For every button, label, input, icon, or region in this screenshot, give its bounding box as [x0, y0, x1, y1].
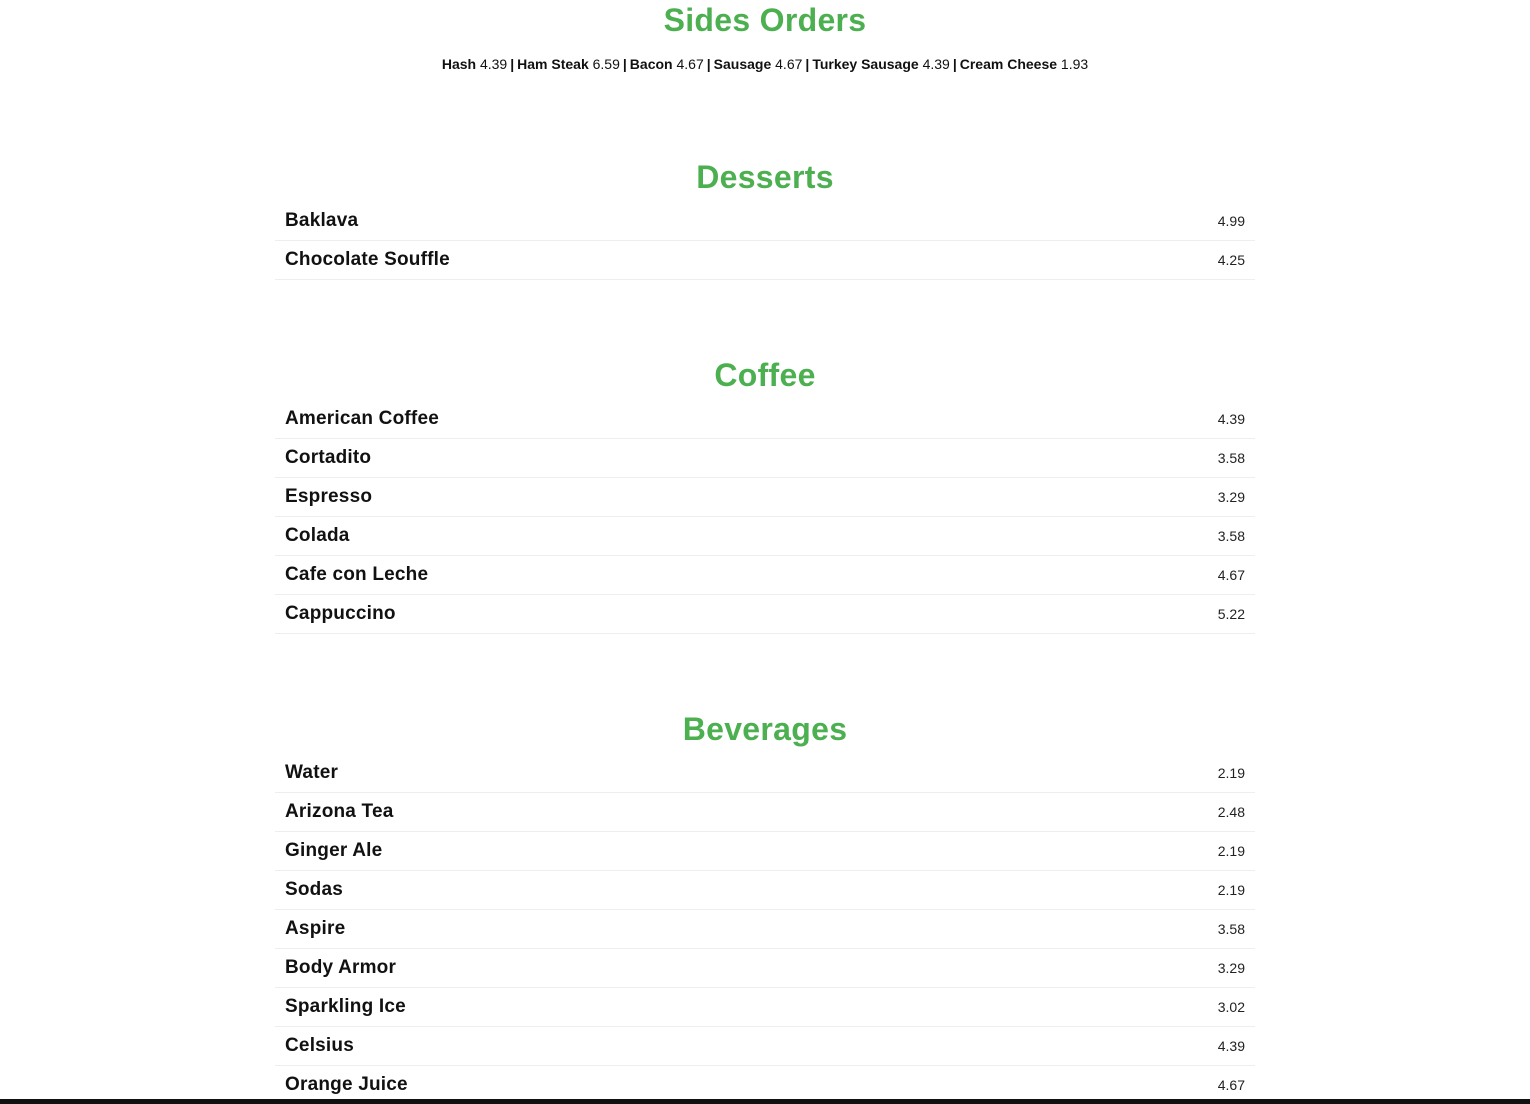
- item-price: 4.67: [1217, 1077, 1245, 1093]
- item-name: Sodas: [285, 879, 344, 900]
- side-separator: |: [805, 56, 810, 72]
- side-item: Turkey Sausage 4.39: [812, 56, 950, 72]
- side-item: Sausage 4.67: [713, 56, 803, 72]
- item-name: Cortadito: [285, 447, 372, 468]
- list-item: [275, 871, 1255, 910]
- item-name: Chocolate Souffle: [285, 249, 450, 270]
- item-name: Baklava: [285, 210, 359, 231]
- list-item: [275, 595, 1255, 634]
- side-separator: |: [706, 56, 711, 72]
- item-name: Celsius: [285, 1035, 354, 1056]
- item-name: Sparkling Ice: [285, 996, 406, 1017]
- section-title-beverages: Beverages: [682, 711, 848, 747]
- list-item: [275, 988, 1255, 1027]
- item-price: 4.67: [1217, 567, 1245, 583]
- item-name: Ginger Ale: [285, 840, 383, 861]
- list-item: [275, 793, 1255, 832]
- sides-line: [0, 53, 1530, 75]
- item-price: 5.22: [1217, 606, 1245, 622]
- item-name: Cappuccino: [285, 603, 396, 624]
- item-price: 2.48: [1217, 804, 1245, 820]
- item-price: 3.58: [1217, 921, 1245, 937]
- beverages-list: [275, 754, 1255, 1104]
- list-item: [275, 910, 1255, 949]
- item-name: Cafe con Leche: [285, 564, 429, 585]
- item-price: 3.29: [1217, 960, 1245, 976]
- item-price: 2.19: [1217, 843, 1245, 859]
- item-name: Body Armor: [285, 957, 397, 978]
- side-item: Hash 4.39: [441, 56, 508, 72]
- list-item: [275, 1027, 1255, 1066]
- item-price: 4.39: [1217, 411, 1245, 427]
- list-item: [275, 202, 1255, 241]
- side-item: Ham Steak 6.59: [517, 56, 620, 72]
- list-item: [275, 517, 1255, 556]
- item-name: Espresso: [285, 486, 373, 507]
- side-item: Bacon 4.67: [629, 56, 704, 72]
- section-title-desserts: Desserts: [696, 159, 834, 195]
- list-item: [275, 832, 1255, 871]
- desserts-list: [275, 202, 1255, 280]
- item-name: Water: [285, 762, 339, 783]
- item-name: Orange Juice: [285, 1074, 408, 1095]
- list-item: [275, 949, 1255, 988]
- list-item: [275, 241, 1255, 280]
- list-item: [275, 478, 1255, 517]
- list-item: [275, 439, 1255, 478]
- item-price: 3.02: [1217, 999, 1245, 1015]
- section-title-coffee: Coffee: [714, 357, 816, 393]
- item-name: Colada: [285, 525, 350, 546]
- coffee-list: [275, 400, 1255, 634]
- list-item: [275, 400, 1255, 439]
- item-price: 4.25: [1217, 252, 1245, 268]
- item-price: 2.19: [1217, 765, 1245, 781]
- item-price: 4.99: [1217, 213, 1245, 229]
- bottom-bar: [0, 1099, 1530, 1104]
- item-name: Aspire: [285, 918, 346, 939]
- side-separator: |: [510, 56, 515, 72]
- item-price: 4.39: [1217, 1038, 1245, 1054]
- item-price: 3.58: [1217, 528, 1245, 544]
- side-item: Cream Cheese 1.93: [959, 56, 1089, 72]
- list-item: [275, 556, 1255, 595]
- side-separator: |: [952, 56, 957, 72]
- item-price: 3.29: [1217, 489, 1245, 505]
- list-item: [275, 754, 1255, 793]
- item-price: 2.19: [1217, 882, 1245, 898]
- item-name: Arizona Tea: [285, 801, 394, 822]
- section-title-sides: Sides Orders: [663, 2, 867, 38]
- item-price: 3.58: [1217, 450, 1245, 466]
- item-name: American Coffee: [285, 408, 439, 429]
- side-separator: |: [622, 56, 627, 72]
